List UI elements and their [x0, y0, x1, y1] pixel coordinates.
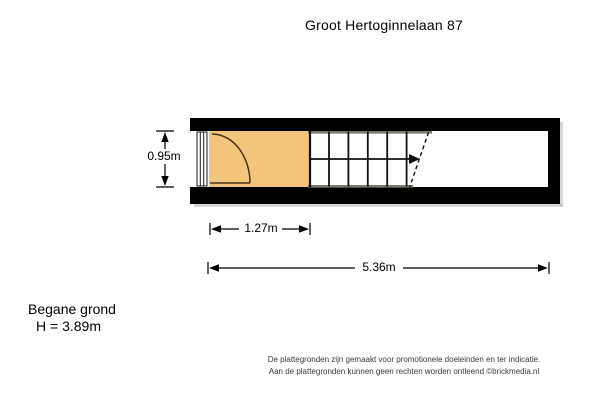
dimension-depth-label: 0.95m [147, 149, 181, 163]
arrow-right-icon [299, 225, 309, 232]
room-highlight [209, 131, 310, 187]
disclaimer-line-1: De plattegronden zijn gemaakt voor promotionele doeleinden en ter indicatie. [267, 355, 541, 364]
floor-height-label: H = 3.89m [36, 318, 101, 334]
staircase [308, 131, 432, 189]
arrow-up-icon [161, 132, 168, 142]
arrow-left-icon [209, 264, 219, 271]
dimension-total-width-label: 5.36m [362, 260, 396, 274]
page-title: Groot Hertoginnelaan 87 [305, 17, 463, 33]
dimension-room-width-label: 1.27m [244, 221, 278, 235]
arrow-right-icon [538, 264, 548, 271]
disclaimer [224, 354, 584, 377]
arrow-down-icon [161, 176, 168, 186]
arrow-left-icon [211, 225, 221, 232]
floor-name-label: Begane grond [28, 301, 116, 317]
disclaimer-line-2: Aan de plattegronden kunnen geen rechten worden ontleend ©brickmedia.nl [268, 366, 540, 376]
